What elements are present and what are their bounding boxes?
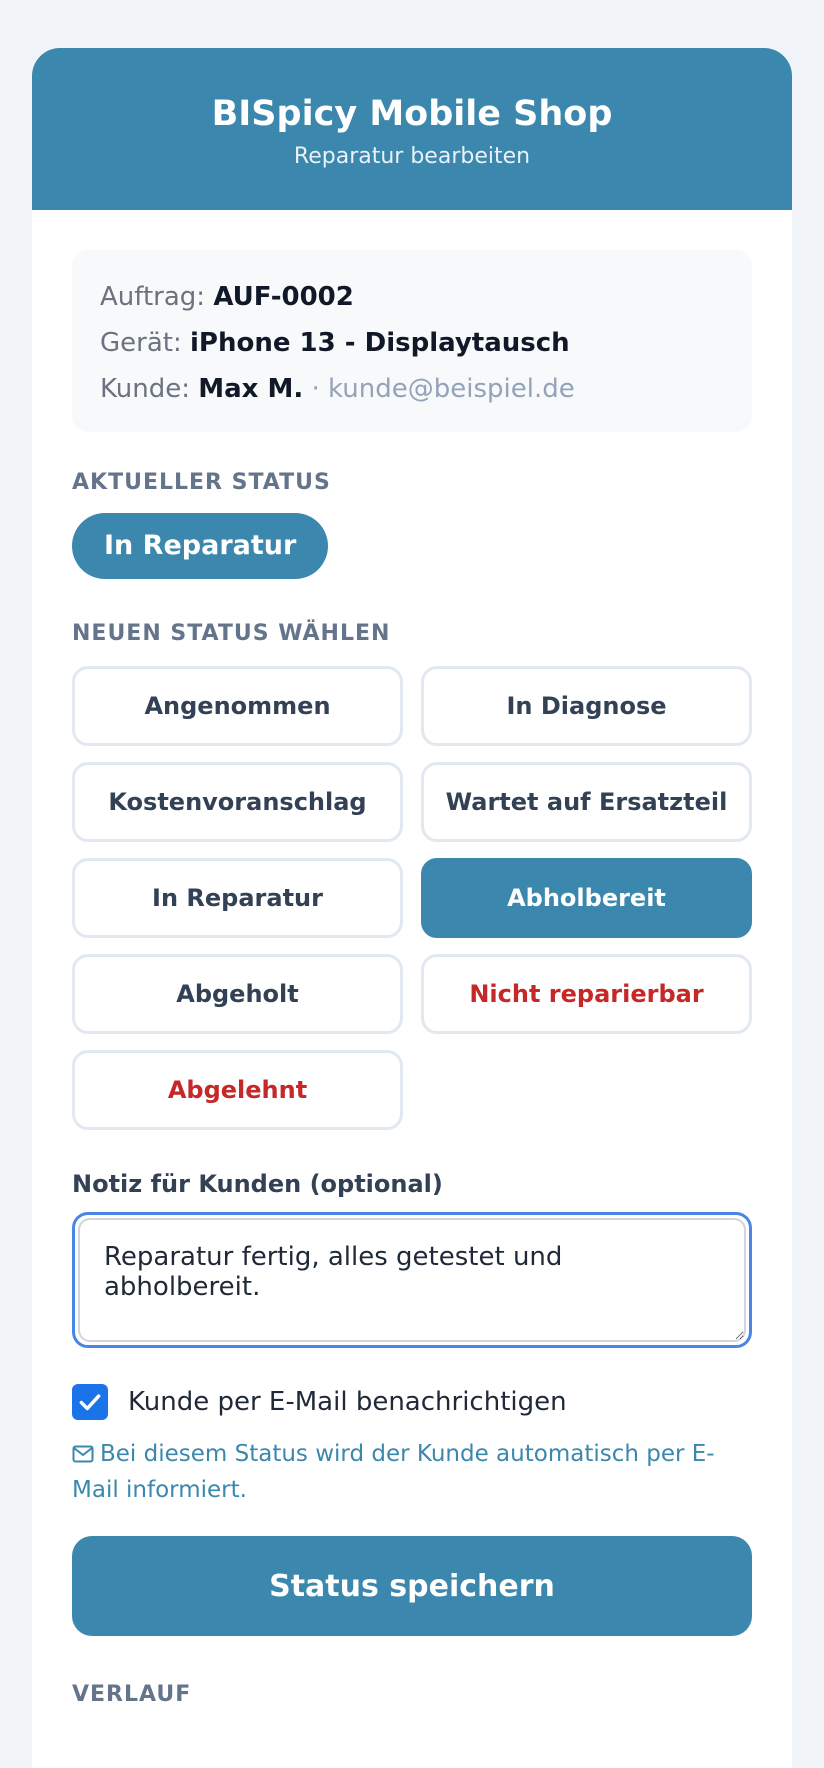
notify-row (72, 1384, 752, 1420)
note-focus-ring (72, 1212, 752, 1348)
status-option-in-diagnose[interactable]: In Diagnose (421, 666, 752, 746)
order-info (72, 250, 752, 432)
device-label: Gerät: (100, 328, 182, 358)
status-option-angenommen[interactable]: Angenommen (72, 666, 403, 746)
mail-icon (72, 1445, 94, 1463)
new-status-heading: NEUEN STATUS WÄHLEN (72, 621, 391, 646)
shop-title: BISpicy Mobile Shop (211, 94, 613, 134)
order-label: Auftrag: (100, 282, 206, 312)
customer-email: · kunde@beispiel.de (311, 374, 575, 404)
notify-label: Kunde per E-Mail benachrichtigen (128, 1387, 567, 1417)
customer-label: Kunde: (100, 374, 190, 404)
content (32, 210, 792, 1707)
notify-hint-text: Bei diesem Status wird der Kunde automatisch per E-Mail informiert. (72, 1441, 715, 1503)
device-row (100, 320, 724, 366)
status-option-nicht-reparierbar[interactable]: Nicht reparierbar (421, 954, 752, 1034)
save-status-button[interactable]: Status speichern (72, 1536, 752, 1636)
status-option-abholbereit[interactable]: Abholbereit (421, 858, 752, 938)
notify-checkbox[interactable] (72, 1384, 108, 1420)
status-option-abgeholt[interactable]: Abgeholt (72, 954, 403, 1034)
status-option-wartet-auf-ersatzteil[interactable]: Wartet auf Ersatzteil (421, 762, 752, 842)
customer-name: Max M. (198, 374, 304, 404)
checkmark-icon (77, 1389, 103, 1415)
status-option-kostenvoranschlag[interactable]: Kostenvoranschlag (72, 762, 403, 842)
repair-card (32, 48, 792, 1768)
order-row (100, 274, 724, 320)
header (32, 48, 792, 210)
device-name: iPhone 13 - Displaytausch (190, 328, 570, 358)
customer-row (100, 366, 724, 412)
current-status-heading: AKTUELLER STATUS (72, 470, 331, 495)
note-label: Notiz für Kunden (optional) (72, 1170, 443, 1198)
current-status-badge: In Reparatur (72, 513, 328, 579)
page-subtitle: Reparatur bearbeiten (293, 144, 531, 169)
order-id: AUF-0002 (213, 282, 354, 312)
status-option-abgelehnt[interactable]: Abgelehnt (72, 1050, 403, 1130)
notify-hint (72, 1436, 752, 1508)
status-options (72, 666, 752, 1130)
status-option-in-reparatur[interactable]: In Reparatur (72, 858, 403, 938)
customer-note-textarea[interactable] (78, 1218, 746, 1342)
history-heading: VERLAUF (72, 1682, 192, 1707)
